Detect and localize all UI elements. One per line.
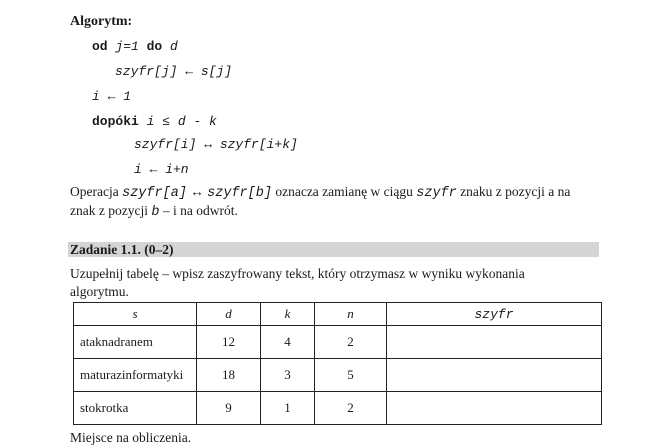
- cell-n: 2: [315, 392, 387, 425]
- code-line-1: [92, 38, 178, 54]
- task-instruction-line-1: Uzupełnij tabelę – wpisz zaszyfrowany tekst, który otrzymasz w wyniku wykonania: [70, 266, 525, 281]
- header-s: s: [74, 303, 197, 326]
- cipher-table: [73, 302, 602, 425]
- table-row: [74, 359, 602, 392]
- code-line-4: [92, 113, 217, 129]
- explanation-line-1: Operacja szyfr[a] ↔ szyfr[b] oznacza zamianę w ciągu szyfr znaku z pozycji a na: [70, 184, 571, 201]
- cell-szyfr-answer[interactable]: [387, 326, 602, 359]
- algorithm-title: Algorytm:: [70, 14, 133, 29]
- cell-d: 9: [197, 392, 261, 425]
- cell-k: 1: [261, 392, 315, 425]
- code-line-2: szyfr[j] ← s[j]: [115, 64, 233, 79]
- explanation-line-2: znak z pozycji b – i na odwrót.: [70, 203, 238, 220]
- keyword-od: od: [92, 39, 108, 54]
- table-row: [74, 326, 602, 359]
- cell-d: 18: [197, 359, 261, 392]
- header-n: n: [315, 303, 387, 326]
- code-text: j=1: [107, 39, 147, 54]
- code-text: d: [162, 39, 178, 54]
- table-header-row: [74, 303, 602, 326]
- table-row: [74, 392, 602, 425]
- code-line-5: szyfr[i] ↔ szyfr[i+k]: [134, 137, 298, 152]
- cell-szyfr-answer[interactable]: [387, 359, 602, 392]
- cell-k: 3: [261, 359, 315, 392]
- cell-n: 2: [315, 326, 387, 359]
- cell-szyfr-answer[interactable]: [387, 392, 602, 425]
- keyword-do: do: [146, 39, 163, 54]
- task-instruction-line-2: algorytmu.: [70, 284, 129, 299]
- header-d: d: [197, 303, 261, 326]
- cell-d: 12: [197, 326, 261, 359]
- scratch-area-label: Miejsce na obliczenia.: [70, 430, 192, 445]
- keyword-dopoki: dopóki: [92, 114, 139, 129]
- header-k: k: [261, 303, 315, 326]
- task-header: Zadanie 1.1. (0–2): [70, 242, 174, 257]
- cell-n: 5: [315, 359, 387, 392]
- cell-s: stokrotka: [74, 392, 197, 425]
- cell-k: 4: [261, 326, 315, 359]
- code-line-6: i ← i+n: [134, 162, 189, 177]
- cell-s: maturazinformatyki: [74, 359, 197, 392]
- code-line-3: i ← 1: [92, 89, 132, 104]
- header-szyfr: szyfr: [387, 303, 602, 326]
- code-text: i ≤ d - k: [138, 114, 217, 129]
- cell-s: ataknadranem: [74, 326, 197, 359]
